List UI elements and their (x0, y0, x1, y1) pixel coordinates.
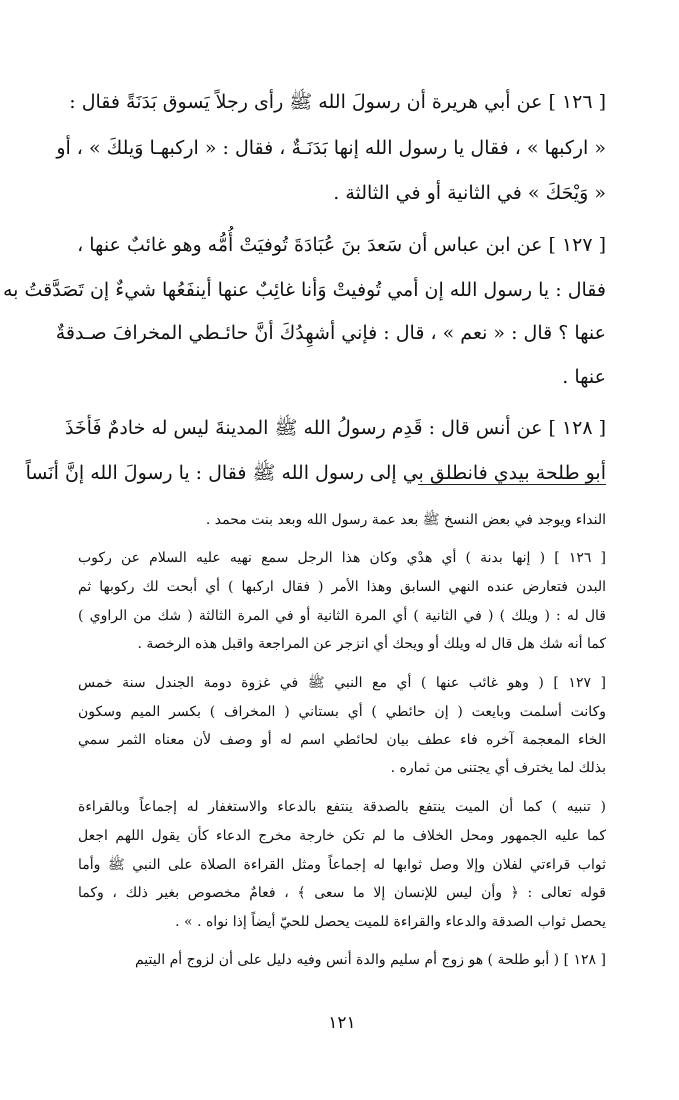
hadith-126-line-2: « اركبها » ، فقال يا رسول الله إنها بَدَنَـةٌ ، فقال : « اركبهـا وَيلكَ » ، أو (56, 137, 606, 159)
hadith-127-line-4: عنها . (562, 366, 606, 388)
hadith-127-line-3: عنها ؟ قال : « نعم » ، قال : فإني أشهِدُكَ أنَّ حائـطي المخرافَ صـدقةٌ (55, 322, 606, 344)
footnote-carryover: النداء ويوجد في بعض النسخ ﷺ بعد عمة رسول الله وبعد بنت محمد . (205, 512, 606, 528)
footnote-128-line-1: [ ١٢٨ ] ( أبو طلحة ) هو زوج أم سليم والدة أنس وفيه دليل على أن لزوج أم اليتيم (134, 952, 606, 968)
footnote-note-line-4: قوله تعالى : ﴿ وأن ليس للإنسان إلا ما سعى ﴾ ، فعامٌ مخصوص بغير ذلك ، وكما (78, 885, 606, 901)
footnote-126-line-1: [ ١٢٦ ] ( إنها بدنة ) أي هدْي وكان هذا الرجل سمع نهيه عليه السلام عن ركوب (78, 550, 606, 566)
hadith-126-line-1: [ ١٢٦ ] عن أبي هريرة أن رسولَ الله ﷺ رأى رجلاً يَسوق بَدَنَةً فقال : (69, 91, 606, 113)
hadith-128-line-2: أبو طلحة بيدي فانطلق بي إلى رسول الله ﷺ فقال : يا رسولَ الله إنَّ أنَساً (25, 462, 606, 484)
footnote-127-line-3: الخاء المعجمة آخره فاء عطف بيان لحائطي اسم له أو وصف لأن معناه الثمر سمي (78, 732, 606, 748)
footnote-note-line-2: كما عليه الجمهور ومحل الخلاف ما لم تكن خارجة مخرج الدعاء كأن يقول اللهم اجعل (78, 828, 606, 844)
book-page (2, 78, 606, 1068)
hadith-127-line-1: [ ١٢٧ ] عن ابن عباس أن سَعدَ بنَ عُبَادَةَ تُوفيَتْ أُمُّه وهو غائبٌ عنها ، (77, 234, 606, 256)
footnote-note-line-3: ثواب قراءتي لفلان وإلا وصل ثوابها له إجماعاً ومثل القراءة الصلاة على النبي ﷺ وأما (78, 857, 606, 873)
footnote-note-line-1: ( تنبيه ) كما أن الميت ينتفع بالصدقة ينتفع بالدعاء والاستغفار له إجماعاً وبالقراءة (78, 799, 606, 815)
footnote-127-line-4: بذلك لما يخترف أي يجتنى من ثماره . (390, 760, 606, 776)
footnote-note-line-5: يحصل ثواب الصدقة والدعاء والقراءة للميت يحصل للحيّ أيضاً إذا نواه . » . (175, 914, 606, 930)
hadith-128-line-1: [ ١٢٨ ] عن أنس قال : قَدِم رسولُ الله ﷺ المدينةَ ليس له خادمٌ فَأخَذَ (64, 417, 606, 439)
footnote-126-line-2: البدن فتعارض عنده النهي السابق وهذا الأمر ( فقال اركبها ) أي أبحت لك ركوبها ثم (78, 579, 606, 595)
page-number: ١٢١ (328, 1013, 356, 1033)
footnote-separator (418, 484, 606, 485)
footnote-127-line-2: وكانت أسلمت وبايعت ( إن حائطي ) أي بستاني ( المخراف ) بكسر الميم وسكون (78, 704, 606, 720)
footnote-126-line-4: كما أنه شك هل قال له ويلك أو ويحك أي انزجر عن المراجعة واقبل هذه الرخصة . (137, 636, 606, 652)
hadith-126-line-3: « وَيْحَكَ » في الثانية أو في الثالثة . (333, 182, 606, 204)
footnote-126-line-3: قال له : ( ويلك ) ( في الثانية ) أي المرة الثانية أو في المرة الثالثة ( شك من الراوي ) (78, 608, 606, 624)
hadith-127-line-2: فقال : يا رسول الله إن أمي تُوفيتْ وَأنا غائِبٌ عنها أينفَعُها شيءٌ إن تَصَدَّقتُ به (2, 279, 606, 301)
footnote-127-line-1: [ ١٢٧ ] ( وهو غائب عنها ) أي مع النبي ﷺ في غزوة دومة الجندل سنة خمس (78, 675, 606, 691)
